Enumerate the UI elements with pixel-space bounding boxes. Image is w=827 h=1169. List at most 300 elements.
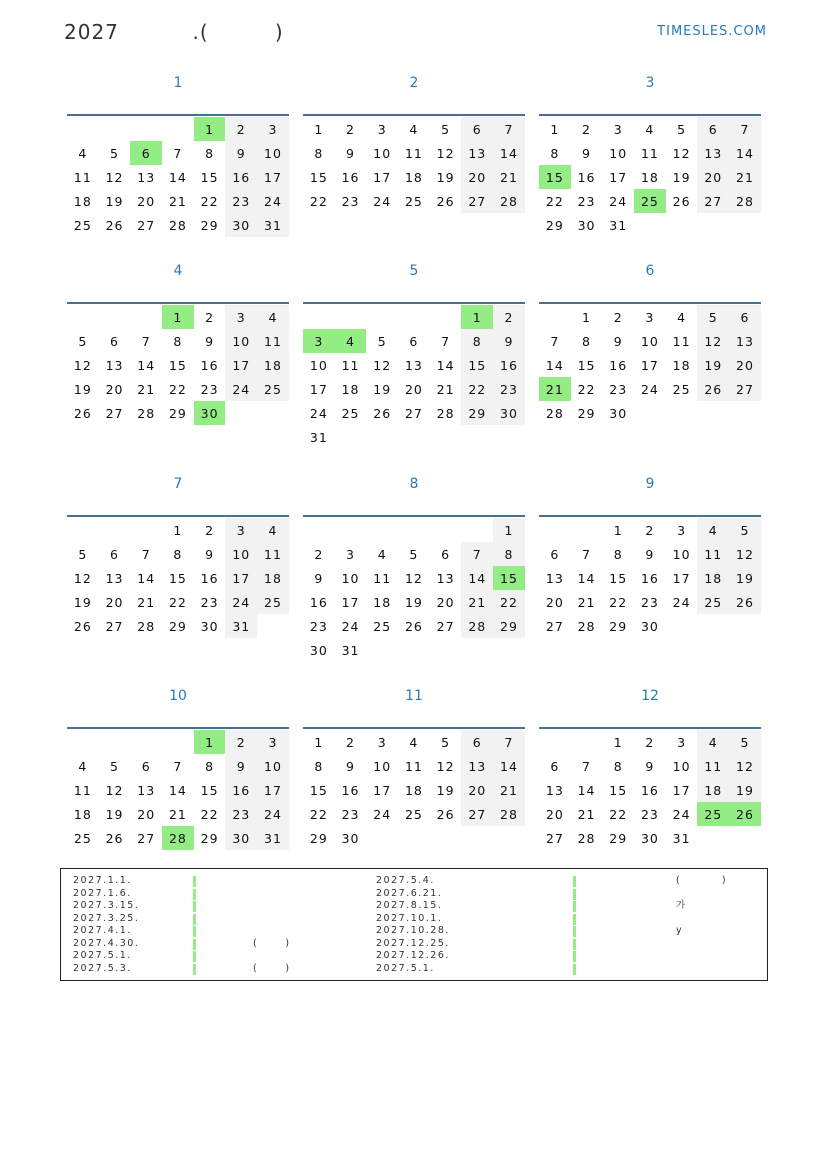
weekend-day-cell: 27 <box>461 802 493 826</box>
holiday-name: y <box>676 925 684 936</box>
day-cell: 12 <box>436 145 455 161</box>
day-cell: 29 <box>609 830 628 846</box>
month-divider <box>303 302 525 304</box>
holiday-date: 2027.5.3. <box>73 962 132 974</box>
day-cell: 18 <box>640 169 659 185</box>
day-cell: 4 <box>409 121 419 137</box>
month-day-grid <box>539 730 761 850</box>
month-calendar <box>539 686 761 850</box>
month-divider <box>539 114 761 116</box>
month-divider <box>539 727 761 729</box>
weekend-day-cell: 24 <box>225 377 257 401</box>
day-cell: 28 <box>577 618 596 634</box>
day-cell: 14 <box>168 782 187 798</box>
day-cell: 15 <box>200 169 219 185</box>
day-cell: 27 <box>137 217 156 233</box>
weekend-day-cell: 6 <box>461 730 493 754</box>
day-cell: 30 <box>640 830 659 846</box>
day-cell: 13 <box>137 169 156 185</box>
empty-cell <box>398 518 430 542</box>
empty-cell <box>366 518 398 542</box>
day-cell: 13 <box>545 570 564 586</box>
empty-cell <box>335 305 367 329</box>
month-divider <box>539 302 761 304</box>
month-calendar <box>303 686 525 850</box>
day-cell: 8 <box>205 758 215 774</box>
day-cell: 26 <box>105 217 124 233</box>
weekend-day-cell: 2 <box>493 305 525 329</box>
day-cell: 31 <box>341 642 360 658</box>
weekend-day-cell: 10 <box>225 329 257 353</box>
day-cell: 9 <box>582 145 591 161</box>
weekend-day-cell: 3 <box>225 305 257 329</box>
day-cell: 12 <box>73 570 92 586</box>
weekend-day-cell: 20 <box>461 778 493 802</box>
month-calendar <box>67 261 289 425</box>
holiday-entry <box>73 875 373 888</box>
day-cell: 18 <box>341 381 360 397</box>
weekend-day-cell: 21 <box>461 590 493 614</box>
day-cell: 3 <box>377 121 387 137</box>
day-cell: 13 <box>404 357 423 373</box>
holiday-entry <box>73 925 373 938</box>
day-cell: 5 <box>677 121 687 137</box>
brand-logo[interactable]: TIMESLES.COM <box>657 24 767 39</box>
day-cell: 6 <box>110 546 119 562</box>
weekend-day-cell: 20 <box>729 353 761 377</box>
day-cell: 24 <box>672 594 691 610</box>
month-calendar <box>539 261 761 425</box>
day-cell: 27 <box>545 830 564 846</box>
day-cell: 14 <box>137 357 156 373</box>
weekend-day-cell: 23 <box>225 802 257 826</box>
day-cell: 21 <box>168 193 187 209</box>
day-cell: 18 <box>404 169 423 185</box>
weekend-day-cell: 12 <box>729 754 761 778</box>
empty-cell <box>99 730 131 754</box>
day-cell: 6 <box>409 333 419 349</box>
weekend-day-cell: 29 <box>493 614 525 638</box>
day-cell: 3 <box>346 546 355 562</box>
day-cell: 22 <box>200 193 219 209</box>
day-cell: 24 <box>640 381 659 397</box>
weekend-day-cell: 19 <box>697 353 729 377</box>
day-cell: 16 <box>609 357 628 373</box>
day-cell: 21 <box>436 381 455 397</box>
weekend-day-cell: 13 <box>697 141 729 165</box>
day-cell: 7 <box>173 145 183 161</box>
holiday-entry <box>73 913 373 926</box>
day-cell: 31 <box>672 830 691 846</box>
weekend-day-cell: 30 <box>493 401 525 425</box>
holiday-marker <box>573 901 576 912</box>
day-cell: 22 <box>609 806 628 822</box>
empty-cell <box>162 730 194 754</box>
empty-cell <box>539 730 571 754</box>
day-cell: 9 <box>205 546 215 562</box>
day-cell: 8 <box>613 758 623 774</box>
day-cell: 25 <box>341 405 360 421</box>
day-cell: 2 <box>645 734 655 750</box>
day-cell: 31 <box>309 429 328 445</box>
weekend-day-cell: 4 <box>257 305 289 329</box>
holiday-marker <box>193 964 196 975</box>
day-cell: 22 <box>545 193 564 209</box>
holiday-entry <box>376 900 766 913</box>
weekend-day-cell: 25 <box>257 377 289 401</box>
day-cell: 9 <box>645 758 655 774</box>
holiday-entry <box>376 925 766 938</box>
day-cell: 11 <box>373 570 392 586</box>
day-cell: 10 <box>341 570 360 586</box>
day-cell: 12 <box>404 570 423 586</box>
weekend-day-cell: 27 <box>729 377 761 401</box>
weekend-day-cell: 7 <box>493 117 525 141</box>
holiday-day-cell: 3 <box>303 329 335 353</box>
holiday-entry <box>376 913 766 926</box>
holiday-day-cell: 1 <box>162 305 194 329</box>
month-title: 5 <box>409 263 419 279</box>
day-cell: 19 <box>436 782 455 798</box>
day-cell: 22 <box>168 594 187 610</box>
weekend-day-cell: 27 <box>461 189 493 213</box>
weekend-day-cell: 27 <box>697 189 729 213</box>
day-cell: 16 <box>200 357 219 373</box>
day-cell: 16 <box>200 570 219 586</box>
month-day-grid <box>303 305 525 449</box>
holiday-marker <box>573 889 576 900</box>
holiday-date: 2027.3.15. <box>73 900 140 911</box>
day-cell: 21 <box>137 381 156 397</box>
empty-cell <box>539 518 571 542</box>
weekend-day-cell: 12 <box>729 542 761 566</box>
day-cell: 25 <box>373 618 392 634</box>
holiday-marker <box>193 876 196 887</box>
holiday-name: ( ) <box>253 962 291 974</box>
holiday-entry <box>73 888 373 901</box>
holiday-date: 2027.12.26. <box>376 950 450 961</box>
day-cell: 20 <box>545 806 564 822</box>
day-cell: 17 <box>609 169 628 185</box>
weekend-day-cell: 4 <box>697 730 729 754</box>
day-cell: 20 <box>105 594 124 610</box>
month-title: 9 <box>645 476 655 492</box>
day-cell: 27 <box>545 618 564 634</box>
weekend-day-cell: 20 <box>461 165 493 189</box>
day-cell: 18 <box>73 193 92 209</box>
weekend-day-cell: 7 <box>729 117 761 141</box>
empty-cell <box>430 305 462 329</box>
day-cell: 5 <box>377 333 387 349</box>
day-cell: 3 <box>613 121 623 137</box>
day-cell: 23 <box>200 594 219 610</box>
empty-cell <box>335 518 367 542</box>
day-cell: 28 <box>137 405 156 421</box>
holiday-day-cell: 25 <box>634 189 666 213</box>
day-cell: 10 <box>309 357 328 373</box>
day-cell: 24 <box>309 405 328 421</box>
day-cell: 26 <box>73 618 92 634</box>
day-cell: 26 <box>436 193 455 209</box>
empty-cell <box>366 305 398 329</box>
day-cell: 2 <box>314 546 324 562</box>
weekend-day-cell: 6 <box>697 117 729 141</box>
day-cell: 2 <box>346 734 355 750</box>
holiday-day-cell: 30 <box>194 401 226 425</box>
weekend-day-cell: 24 <box>225 590 257 614</box>
holiday-marker <box>573 951 576 962</box>
day-cell: 23 <box>577 193 596 209</box>
holiday-date: 2027.10.28. <box>376 925 450 936</box>
day-cell: 25 <box>73 830 92 846</box>
weekend-day-cell: 3 <box>257 117 289 141</box>
month-title: 4 <box>173 263 183 279</box>
day-cell: 22 <box>309 806 328 822</box>
empty-cell <box>130 730 162 754</box>
weekend-day-cell: 4 <box>257 518 289 542</box>
weekend-day-cell: 18 <box>697 566 729 590</box>
day-cell: 18 <box>404 782 423 798</box>
day-cell: 8 <box>314 758 324 774</box>
month-day-grid <box>67 730 289 850</box>
month-title: 6 <box>645 263 655 279</box>
weekend-day-cell: 13 <box>729 329 761 353</box>
day-cell: 1 <box>582 309 591 325</box>
holiday-list-left <box>73 875 373 975</box>
weekend-day-cell: 3 <box>257 730 289 754</box>
day-cell: 1 <box>550 121 560 137</box>
month-calendar <box>67 73 289 237</box>
weekend-day-cell: 25 <box>697 590 729 614</box>
empty-cell <box>67 305 99 329</box>
day-cell: 16 <box>309 594 328 610</box>
weekend-day-cell: 17 <box>257 778 289 802</box>
month-title: 8 <box>409 476 419 492</box>
day-cell: 26 <box>436 806 455 822</box>
weekend-day-cell: 23 <box>225 189 257 213</box>
holiday-date: 2027.1.6. <box>73 887 132 899</box>
month-divider <box>67 515 289 517</box>
day-cell: 27 <box>105 405 124 421</box>
weekend-day-cell: 30 <box>225 826 257 850</box>
weekend-day-cell: 31 <box>225 614 257 638</box>
day-cell: 18 <box>373 594 392 610</box>
day-cell: 7 <box>141 333 151 349</box>
day-cell: 8 <box>173 333 183 349</box>
weekend-day-cell: 6 <box>461 117 493 141</box>
day-cell: 19 <box>436 169 455 185</box>
day-cell: 23 <box>341 806 360 822</box>
day-cell: 8 <box>613 546 623 562</box>
weekend-day-cell: 28 <box>493 189 525 213</box>
day-cell: 30 <box>577 217 596 233</box>
day-cell: 14 <box>137 570 156 586</box>
day-cell: 5 <box>110 758 119 774</box>
month-title: 2 <box>409 75 419 91</box>
weekend-day-cell: 4 <box>697 518 729 542</box>
holiday-marker <box>573 939 576 950</box>
holiday-date: 2027.4.1. <box>73 925 132 936</box>
weekend-day-cell: 21 <box>493 165 525 189</box>
day-cell: 7 <box>582 546 591 562</box>
month-day-grid <box>303 117 525 213</box>
month-divider <box>67 727 289 729</box>
day-cell: 14 <box>168 169 187 185</box>
day-cell: 9 <box>613 333 623 349</box>
empty-cell <box>162 117 194 141</box>
weekend-day-cell: 8 <box>493 542 525 566</box>
weekend-day-cell: 22 <box>461 377 493 401</box>
day-cell: 25 <box>672 381 691 397</box>
day-cell: 8 <box>205 145 215 161</box>
month-day-grid <box>67 305 289 425</box>
day-cell: 5 <box>409 546 419 562</box>
day-cell: 2 <box>205 309 215 325</box>
day-cell: 17 <box>373 169 392 185</box>
day-cell: 13 <box>105 357 124 373</box>
holiday-day-cell: 4 <box>335 329 367 353</box>
weekend-day-cell: 23 <box>493 377 525 401</box>
weekend-day-cell: 11 <box>697 754 729 778</box>
day-cell: 22 <box>200 806 219 822</box>
weekend-day-cell: 16 <box>225 165 257 189</box>
empty-cell <box>461 518 493 542</box>
day-cell: 20 <box>105 381 124 397</box>
day-cell: 7 <box>173 758 183 774</box>
holiday-marker <box>573 964 576 975</box>
day-cell: 27 <box>105 618 124 634</box>
day-cell: 13 <box>137 782 156 798</box>
empty-cell <box>67 117 99 141</box>
day-cell: 19 <box>73 381 92 397</box>
day-cell: 29 <box>200 217 219 233</box>
day-cell: 2 <box>582 121 591 137</box>
day-cell: 29 <box>168 618 187 634</box>
month-calendar <box>303 474 525 662</box>
day-cell: 24 <box>341 618 360 634</box>
holiday-date: 2027.6.21. <box>376 887 443 899</box>
day-cell: 4 <box>377 546 387 562</box>
day-cell: 20 <box>137 193 156 209</box>
month-divider <box>303 727 525 729</box>
weekend-day-cell: 14 <box>493 754 525 778</box>
page-title: 2027 .( ) <box>64 20 284 44</box>
weekend-day-cell: 11 <box>697 542 729 566</box>
day-cell: 6 <box>110 333 119 349</box>
holiday-marker <box>573 914 576 925</box>
weekend-day-cell: 5 <box>729 730 761 754</box>
holiday-entry <box>376 888 766 901</box>
holiday-name: 가 <box>676 900 687 911</box>
day-cell: 27 <box>137 830 156 846</box>
day-cell: 1 <box>613 734 623 750</box>
day-cell: 2 <box>613 309 623 325</box>
day-cell: 11 <box>341 357 360 373</box>
day-cell: 13 <box>105 570 124 586</box>
day-cell: 3 <box>677 734 687 750</box>
day-cell: 28 <box>168 217 187 233</box>
holiday-entry <box>73 950 373 963</box>
weekend-day-cell: 10 <box>225 542 257 566</box>
day-cell: 24 <box>373 806 392 822</box>
day-cell: 13 <box>436 570 455 586</box>
day-cell: 6 <box>141 758 151 774</box>
weekend-day-cell: 9 <box>493 329 525 353</box>
weekend-day-cell: 25 <box>257 590 289 614</box>
weekend-day-cell: 26 <box>729 590 761 614</box>
holiday-date: 2027.5.1. <box>376 962 435 974</box>
day-cell: 8 <box>173 546 183 562</box>
month-day-grid <box>539 305 761 425</box>
holiday-entry <box>73 963 373 976</box>
weekend-day-cell: 24 <box>257 802 289 826</box>
holiday-date: 2027.5.1. <box>73 950 132 961</box>
day-cell: 14 <box>577 782 596 798</box>
day-cell: 3 <box>677 522 687 538</box>
empty-cell <box>539 305 571 329</box>
weekend-day-cell: 11 <box>257 329 289 353</box>
day-cell: 19 <box>373 381 392 397</box>
day-cell: 7 <box>441 333 451 349</box>
weekend-day-cell: 13 <box>461 754 493 778</box>
day-cell: 11 <box>404 145 423 161</box>
day-cell: 16 <box>640 782 659 798</box>
day-cell: 9 <box>346 145 355 161</box>
day-cell: 17 <box>672 782 691 798</box>
month-day-grid <box>303 518 525 662</box>
day-cell: 27 <box>404 405 423 421</box>
weekend-day-cell: 21 <box>493 778 525 802</box>
day-cell: 12 <box>436 758 455 774</box>
weekend-day-cell: 29 <box>461 401 493 425</box>
day-cell: 6 <box>550 758 560 774</box>
day-cell: 4 <box>78 758 88 774</box>
day-cell: 12 <box>105 169 124 185</box>
weekend-day-cell: 24 <box>257 189 289 213</box>
day-cell: 15 <box>168 357 187 373</box>
day-cell: 5 <box>78 546 88 562</box>
day-cell: 8 <box>314 145 324 161</box>
month-title: 3 <box>645 75 655 91</box>
weekend-day-cell: 5 <box>697 305 729 329</box>
day-cell: 30 <box>200 618 219 634</box>
weekend-day-cell: 9 <box>225 754 257 778</box>
day-cell: 2 <box>346 121 355 137</box>
weekend-day-cell: 10 <box>257 754 289 778</box>
weekend-day-cell: 31 <box>257 826 289 850</box>
day-cell: 17 <box>309 381 328 397</box>
month-day-grid <box>539 518 761 638</box>
day-cell: 8 <box>582 333 591 349</box>
day-cell: 22 <box>168 381 187 397</box>
day-cell: 15 <box>609 782 628 798</box>
month-calendar <box>303 73 525 213</box>
holiday-day-cell: 1 <box>461 305 493 329</box>
day-cell: 21 <box>577 806 596 822</box>
day-cell: 23 <box>200 381 219 397</box>
day-cell: 19 <box>105 806 124 822</box>
day-cell: 11 <box>404 758 423 774</box>
day-cell: 21 <box>137 594 156 610</box>
day-cell: 5 <box>110 145 119 161</box>
day-cell: 15 <box>168 570 187 586</box>
day-cell: 4 <box>677 309 687 325</box>
empty-cell <box>99 117 131 141</box>
month-divider <box>303 114 525 116</box>
holiday-name: ( ) <box>676 875 728 886</box>
holiday-entry <box>376 938 766 951</box>
day-cell: 18 <box>73 806 92 822</box>
